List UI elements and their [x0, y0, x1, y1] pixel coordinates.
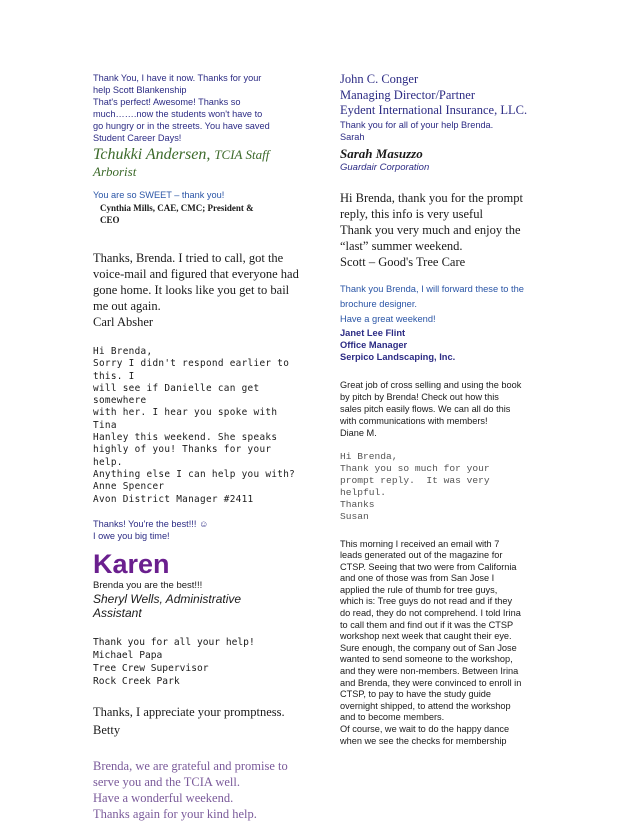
text-line: Carl Absher	[93, 315, 154, 329]
text-line: Thanks	[340, 498, 375, 510]
text-line: Rock Creek Park	[93, 675, 180, 687]
text-line: Have a great weekend!	[340, 313, 436, 324]
text-line: highly of you! Thanks for your help.	[93, 444, 272, 468]
text-line: by pitch by Brenda! Check out how this	[340, 391, 499, 402]
text-line: Have a wonderful weekend.	[93, 790, 234, 805]
text-line: Thank You, I have it now. Thanks for your	[93, 73, 262, 83]
text-line: Sarah	[340, 131, 365, 142]
text-line: when we see the checks for membership	[340, 735, 507, 746]
text-line: CTSP. Seeing that two were from California	[340, 561, 517, 572]
text-line: much…….now the students won't have to	[93, 109, 263, 119]
signature-company: Guardair Corporation	[340, 161, 430, 173]
note-youre-the-best	[93, 518, 305, 542]
text-line: You are so SWEET – thank you!	[93, 190, 225, 200]
signature-line: Sheryl Wells, Administrative	[93, 591, 242, 606]
signature-title-line: Arborist	[93, 164, 137, 179]
note-susan	[340, 451, 552, 523]
signature-line: Serpico Landscaping, Inc.	[340, 351, 456, 362]
signature-line: John C. Conger	[340, 72, 419, 86]
text-line: go hungry or in the streets. You have saved	[93, 121, 270, 131]
text-line: workshop next week that caught their eye.	[340, 631, 512, 642]
text-line: helpful.	[340, 486, 387, 498]
text-line: Thank you for all of your help Brenda.	[340, 119, 494, 130]
text-line: do read, they do not comprehend. I told Irina	[340, 608, 521, 619]
text-line: Tree Crew Supervisor	[93, 662, 209, 674]
text-line: Thank you Brenda, I will forward these to the	[340, 283, 524, 294]
signature-sarah-masuzzo	[340, 145, 552, 174]
text-line: reply, this info is very useful	[340, 206, 483, 221]
signature-line: Janet Lee Flint	[340, 327, 406, 338]
text-line: and one of those was from San Jose I	[340, 573, 495, 584]
note-diane-m	[340, 379, 552, 439]
note-michael-papa	[93, 636, 305, 688]
text-line: I owe you big time!	[93, 530, 170, 541]
text-line: Scott – Good's Tree Care	[340, 254, 466, 269]
right-column	[340, 72, 552, 747]
text-line: Michael Papa	[93, 649, 163, 661]
note-grateful	[93, 758, 305, 822]
karen-heading: Karen	[93, 548, 170, 579]
text-line: Thanks! You're the best!!! ☺	[93, 518, 209, 529]
signature-line: Managing Director/Partner	[340, 87, 476, 102]
text-line: “last” summer weekend.	[340, 238, 463, 253]
text-line: Of course, we wait to do the happy dance	[340, 724, 510, 734]
text-line: sales pitch easily flows. We can all do this	[340, 403, 511, 414]
signature-line: Assistant	[93, 605, 142, 620]
text-line: and they were non-members. Between Irina	[340, 666, 519, 677]
signature-janet-lee-flint	[340, 327, 552, 363]
text-line: Thanks again for your kind help.	[93, 806, 257, 821]
text-line: Hanley this weekend. She speaks	[93, 432, 278, 444]
text-line: Diane M.	[340, 427, 377, 438]
text-line: serve you and the TCIA well.	[93, 774, 240, 789]
text-line: Thank you very much and enjoy the	[340, 222, 521, 237]
text-line: Thanks, I appreciate your promptness.	[93, 704, 285, 719]
signature-tchukki-andersen	[93, 146, 305, 179]
text-line: overnight shipped, to attend the workshop	[340, 700, 511, 711]
text-line: wanted to send someone to the workshop,	[340, 654, 513, 665]
signature-line: CEO	[100, 215, 120, 225]
signature-name: Tchukki Andersen,	[93, 146, 211, 163]
text-line: me out again.	[93, 299, 161, 313]
text-line: Betty	[93, 722, 121, 737]
note-janet-lee-flint	[340, 282, 552, 363]
signature-cynthia-mills	[93, 202, 305, 226]
note-karen	[93, 548, 305, 620]
text-line: Anne Spencer	[93, 481, 165, 493]
left-column	[93, 72, 305, 822]
note-ctsp-leads	[340, 539, 552, 748]
note-scott-goods-tree-care	[340, 190, 552, 270]
text-line: and Brenda, they were convinced to enroll in	[340, 677, 522, 688]
text-line: gone home. It looks like you get to bail	[93, 283, 290, 297]
signature-line: Office Manager	[340, 339, 408, 350]
note-anne-spencer	[93, 346, 305, 506]
text-line: Student Career Days!	[93, 133, 182, 143]
text-line: Susan	[340, 510, 369, 522]
text-line: with her. I hear you spoke with Tina	[93, 407, 278, 431]
text-line: Brenda you are the best!!!	[93, 579, 203, 591]
text-line: with communications with members!	[340, 415, 488, 426]
text-line: Thank you for all your help!	[93, 636, 255, 648]
text-line: brochure designer.	[340, 298, 418, 309]
signature-line: Eydent International Insurance, LLC.	[340, 103, 528, 117]
text-line: voice-mail and figured that everyone had	[93, 267, 299, 281]
text-line: Thank you so much for your	[340, 462, 490, 474]
text-line: CTSP, to pay to have the study guide	[340, 689, 492, 700]
text-line: leads generated out of the magazine for	[340, 550, 503, 561]
text-line: will see if Danielle can get somewhere	[93, 382, 260, 407]
text-line: to call them and find out if it was the CTSP	[340, 619, 514, 630]
text-line: Thanks, Brenda. I tried to call, got the	[93, 251, 284, 265]
note-sarah	[340, 119, 552, 143]
text-line: Hi Brenda,	[340, 450, 398, 462]
text-line: This morning I received an email with 7	[340, 538, 500, 549]
text-line: That's perfect! Awesome! Thanks so	[93, 97, 241, 107]
signature-sheryl-wells	[93, 592, 305, 620]
text-line: which is: Tree guys do not read and if they	[340, 596, 513, 607]
note-cynthia-mills	[93, 189, 305, 226]
text-line: Great job of cross selling and using the book	[340, 379, 522, 390]
text-line: Hi Brenda,	[93, 346, 153, 357]
text-line: help Scott Blankenship	[93, 85, 187, 95]
text-line: applied the rule of thumb for tree guys,	[340, 584, 498, 595]
signature-line	[93, 146, 305, 164]
signature-john-conger	[340, 72, 552, 119]
signature-name: Sarah Masuzzo	[340, 145, 423, 161]
text-line: Sure enough, the company out of San Jose	[340, 642, 517, 653]
text-line: prompt reply. It was very	[340, 474, 490, 486]
text-line: and to become members.	[340, 712, 445, 723]
text-line: Hi Brenda, thank you for the prompt	[340, 190, 523, 205]
text-line: Sorry I didn't respond earlier to this. I	[93, 358, 290, 382]
text-line: Avon District Manager #2411	[93, 493, 254, 505]
text-line: Anything else I can help you with?	[93, 468, 296, 480]
signature-title: TCIA Staff	[214, 147, 270, 162]
note-carl-absher	[93, 250, 305, 330]
note-scott-blankenship	[93, 72, 305, 144]
note-betty	[93, 704, 305, 738]
text-line: Brenda, we are grateful and promise to	[93, 758, 288, 773]
signature-line: Cynthia Mills, CAE, CMC; President &	[100, 203, 254, 213]
